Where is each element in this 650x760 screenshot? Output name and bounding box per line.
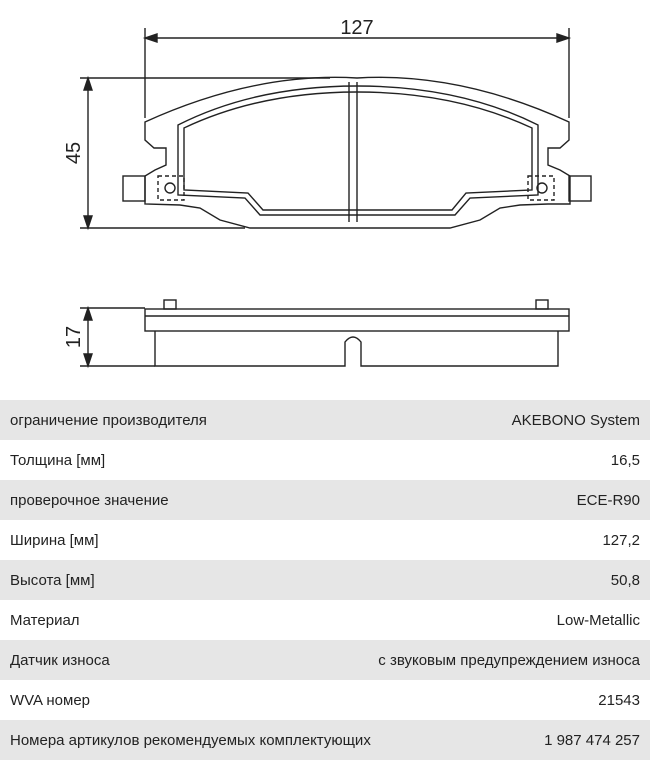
spec-label: Номера артикулов рекомендуемых комплектующих [10,731,371,749]
width-dimension-label: 127 [340,17,374,39]
spec-value: 127,2 [602,531,640,549]
spec-row [0,640,650,680]
spec-row [0,440,650,480]
spec-row [0,480,650,520]
spec-value: AKEBONO System [511,411,640,429]
spec-row [0,680,650,720]
spec-value: 16,5 [610,451,640,469]
spec-value: Low-Metallic [556,611,640,629]
spec-row [0,520,650,560]
spec-row [0,720,650,760]
spec-label: Датчик износа [10,651,110,669]
spec-label: Высота [мм] [10,571,95,589]
spec-value: 21543 [598,691,640,709]
spec-value: 50,8 [610,571,640,589]
thickness-dimension-label: 17 [63,325,85,349]
spec-row [0,560,650,600]
spec-value: ECE-R90 [576,491,640,509]
spec-label: Толщина [мм] [10,451,106,469]
spec-row [0,400,650,440]
spec-row [0,600,650,640]
spec-label: Материал [10,611,80,629]
spec-value: с звуковым предупреждением износа [378,651,640,669]
spec-label: WVA номер [10,691,91,709]
spec-table [0,400,650,760]
spec-label: ограничение производителя [10,411,207,429]
spec-label: Ширина [мм] [10,531,99,549]
spec-value: 1 987 474 257 [544,731,640,749]
height-dimension-label: 45 [63,141,85,165]
spec-label: проверочное значение [10,491,169,509]
